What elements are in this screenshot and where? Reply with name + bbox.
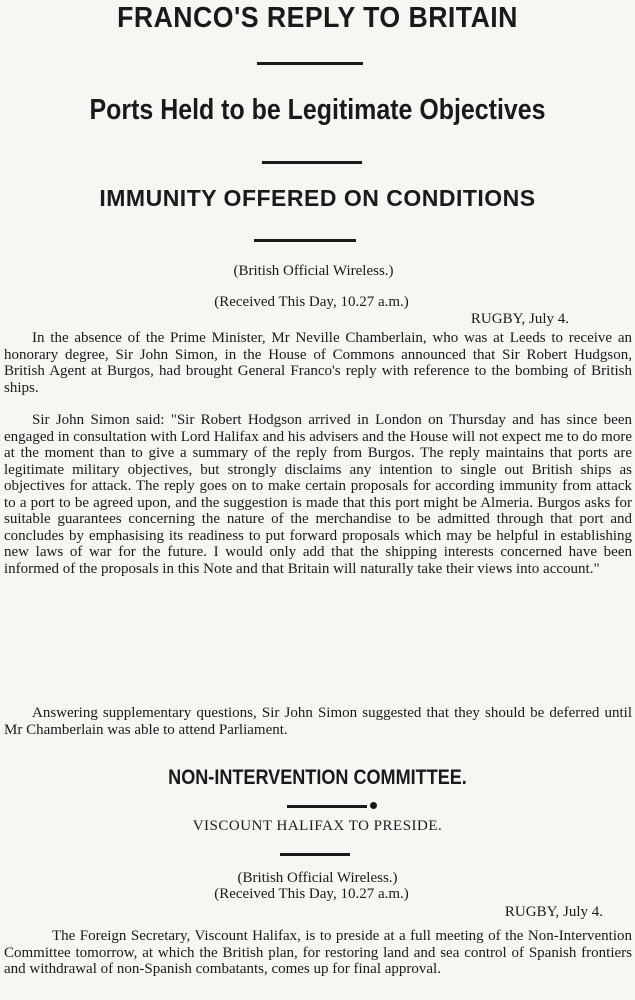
article1-paragraph-3: Answering supplementary questions, Sir John Simon suggested that they should be deferred until Mr Chamberlain was able to attend Parliament. (4, 705, 632, 738)
article1-paragraph-1: In the absence of the Prime Minister, Mr Neville Chamberlain, who was at Leeds to receive an honorary degree, Sir John Simon, in the House of Commons announced that Sir Robert Hudgson, British Agent at Burgos, had brought General Franco's reply with reference to the bombing of British ships. (4, 330, 632, 396)
section2-rule (287, 805, 367, 808)
headline: FRANCO'S REPLY TO BRITAIN (117, 2, 518, 34)
subheadline-rule (262, 161, 362, 164)
subheadline: Ports Held to be Legitimate Objectives (89, 94, 546, 126)
article1-paragraph-2: Sir John Simon said: "Sir Robert Hodgson arrived in London on Thursday and has since been engaged in consultation with Lord Halifax and his advisers and the House will not expect me to do more at the moment than to give a summary of the reply from Burgos. The reply maintains that ports are legitimate military objectives, but strongly disclaims any intention to single out British ships as objectives for attack. The reply goes on to make certain proposals for according immunity from attack to a port to be agreed upon, and the suggestion is made that this port might be Almeria. Burgos asks for suitable guarantees concerning the nature of the merchandise to be admitted through that port and concludes by emphasising its readiness to put forward proposals which may be helpful in establishing new laws of war for the future. I would only add that the shipping interests concerned have been informed of the proposals in this Note and that Britain will naturally take their views into account." (4, 412, 632, 577)
article2-source: (British Official Wireless.) (237, 870, 398, 886)
article1-received: (Received This Day, 10.27 a.m.) (214, 294, 409, 310)
section2-deck-rule (280, 853, 350, 856)
section2-rule-dot (370, 802, 377, 809)
article1-source: (British Official Wireless.) (233, 263, 394, 279)
section2-title: NON-INTERVENTION COMMITTEE. (168, 766, 467, 789)
article2-dateline: RUGBY, July 4. (504, 904, 603, 920)
deck-rule (254, 239, 356, 242)
section2-deck: VISCOUNT HALIFAX TO PRESIDE. (192, 818, 443, 834)
deck: IMMUNITY OFFERED ON CONDITIONS (99, 185, 536, 211)
article2-paragraph-1: The Foreign Secretary, Viscount Halifax, is to preside at a full meeting of the Non-Intervention Committee tomorrow, at which the British plan, for restoring land and sea control of Spanish frontiers and withdrawal of non-Spanish combatants, comes up for final approval. (4, 928, 632, 977)
headline-rule (257, 62, 363, 65)
article2-received: (Received This Day, 10.27 a.m.) (214, 886, 409, 902)
article1-dateline: RUGBY, July 4. (470, 311, 569, 327)
